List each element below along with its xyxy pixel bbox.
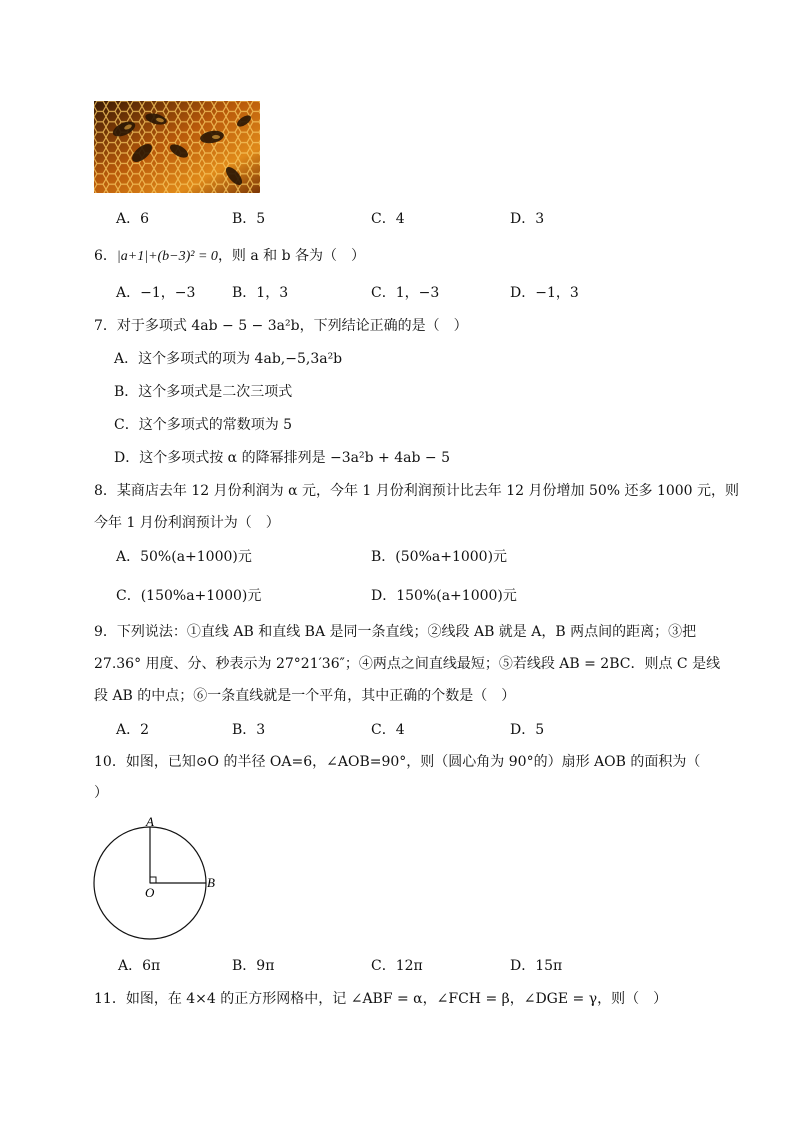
q6-option-b[interactable]: B．1，3 [232,285,289,301]
q5-option-c[interactable]: C．4 [371,211,405,227]
q8-stem-line1: 8．某商店去年 12 月份利润为 α 元，今年 1 月份利润预计比去年 12 月份增加 50% 还多 1000 元，则 [94,483,740,499]
q10-stem-line2: ） [94,785,108,801]
point-a-label: A [146,815,154,829]
q9-option-b[interactable]: B．3 [232,722,266,738]
q5-option-d[interactable]: D．3 [510,211,545,227]
point-o-label: O [145,885,155,900]
q6-option-d[interactable]: D．−1，3 [510,285,579,301]
q11-stem: 11．如图，在 4×4 的正方形网格中，记 ∠ABF = α，∠FCH = β，∠DGE = γ，则（ ） [94,991,668,1007]
q10-stem-line1: 10．如图，已知⊙O 的半径 OA=6，∠AOB=90°，则（圆心角为 90°的）扇形 AOB 的面积为（ [94,754,701,770]
q7-option-a[interactable]: A．这个多项式的项为 4ab,−5,3a²b [114,351,343,367]
q6-expression: |a+1|+(b−3)² = 0 [116,249,218,264]
q8-option-b[interactable]: B．(50%a+1000)元 [371,549,508,565]
q8-stem-line2: 今年 1 月份利润预计为（ ） [94,515,280,531]
honeycomb-bees-photo [94,101,260,193]
q10-option-a[interactable]: A．6π [118,958,161,974]
q10-option-b[interactable]: B．9π [232,958,275,974]
q6-stem [94,245,365,265]
q6-number: 6． [94,248,117,264]
q6-option-c[interactable]: C．1，−3 [371,285,440,301]
q7-option-d[interactable]: D．这个多项式按 α 的降幂排列是 −3a²b + 4ab − 5 [114,450,450,466]
q8-option-d[interactable]: D．150%(a+1000)元 [371,588,517,604]
q9-option-d[interactable]: D．5 [510,722,545,738]
q9-stem-line1: 9．下列说法：①直线 AB 和直线 BA 是同一条直线；②线段 AB 就是 A，B 两点间的距离；③把 [94,624,697,640]
q8-option-a[interactable]: A．50%(a+1000)元 [116,549,252,565]
q9-option-a[interactable]: A．2 [116,722,150,738]
q7-option-b[interactable]: B．这个多项式是二次三项式 [114,384,293,400]
q5-option-a[interactable]: A．6 [116,211,150,227]
q9-option-c[interactable]: C．4 [371,722,405,738]
q9-stem-line2: 27.36° 用度、分、秒表示为 27°21′36″；④两点之间直线最短；⑤若线段 AB = 2BC．则点 C 是线 [94,656,721,672]
q7-option-c[interactable]: C．这个多项式的常数项为 5 [114,417,293,433]
q10-option-c[interactable]: C．12π [371,958,423,974]
q10-option-d[interactable]: D．15π [510,958,563,974]
q6-option-a[interactable]: A．−1，−3 [116,285,196,301]
q5-option-b[interactable]: B．5 [232,211,266,227]
q9-stem-line3: 段 AB 的中点；⑥一条直线就是一个平角，其中正确的个数是（ ） [94,688,516,704]
q6-text: ，则 a 和 b 各为（ ） [217,248,366,264]
circle-sector-figure [92,815,232,945]
point-b-label: B [207,875,215,890]
q7-stem: 7．对于多项式 4ab − 5 − 3a²b，下列结论正确的是（ ） [94,318,468,334]
q8-option-c[interactable]: C．(150%a+1000)元 [116,588,262,604]
